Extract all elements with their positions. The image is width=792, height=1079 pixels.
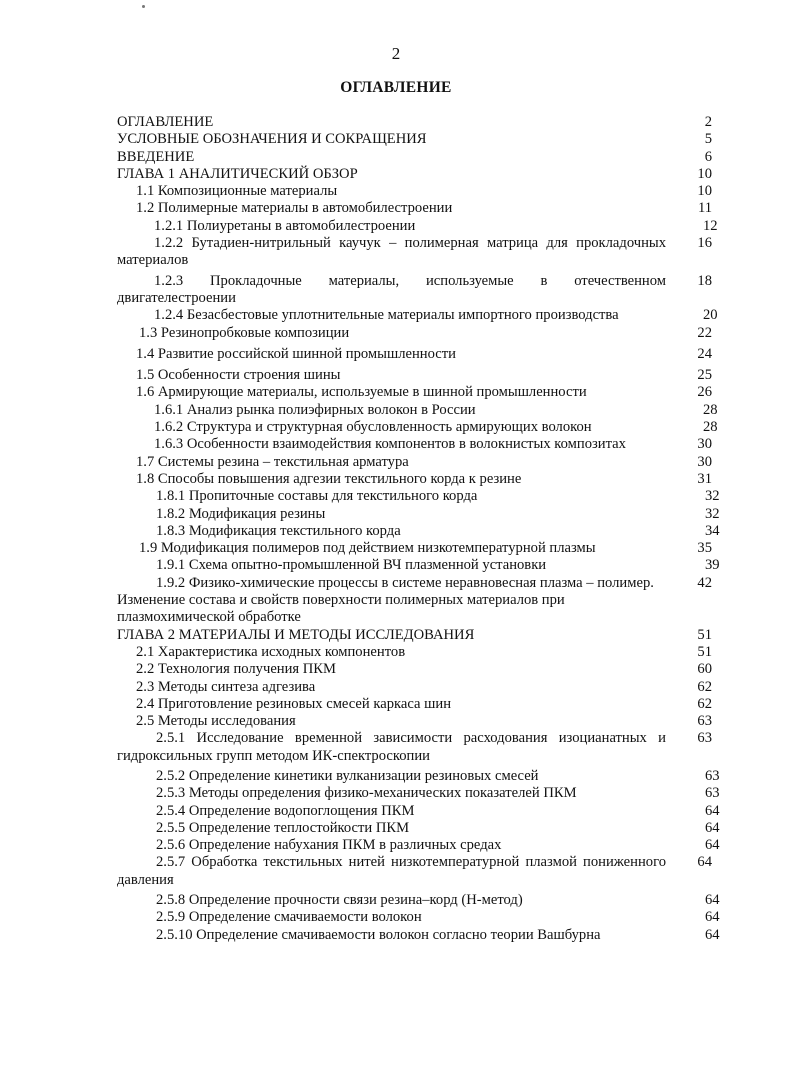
toc-entry-page: 20	[703, 307, 718, 324]
toc-entry[interactable]	[117, 401, 718, 419]
toc-entry-page: 30	[697, 436, 712, 453]
toc-entry-page: 64	[705, 802, 720, 819]
toc-entry-page: 30	[697, 453, 712, 470]
toc-entry[interactable]	[117, 557, 720, 574]
toc-entry[interactable]	[117, 730, 712, 765]
table-of-contents	[117, 114, 720, 944]
toc-entry[interactable]	[117, 767, 720, 785]
toc-entry-page: 28	[703, 401, 718, 418]
toc-entry-page: 62	[697, 695, 712, 712]
toc-entry-page: 63	[705, 785, 720, 802]
toc-entry-title: 1.6.3 Особенности взаимодействия компонентов в волокнистых композитах	[154, 436, 626, 453]
toc-entry[interactable]	[117, 200, 712, 217]
toc-entry-title: 2.5.7 Обработка текстильных нитей низкотемпературной плазмой пониженного давления	[117, 854, 666, 888]
toc-entry-title: 2.5.9 Определение смачиваемости волокон	[156, 909, 422, 926]
toc-entry-page: 16	[697, 235, 712, 252]
toc-entry[interactable]	[117, 679, 712, 696]
toc-entry-page: 31	[697, 470, 712, 487]
toc-entry-title: УСЛОВНЫЕ ОБОЗНАЧЕНИЯ И СОКРАЩЕНИЯ	[117, 131, 427, 148]
toc-entry-title: 1.9 Модификация полимеров под действием низкотемпературной плазмы	[139, 540, 596, 557]
toc-entry-title: 1.5 Особенности строения шины	[136, 367, 341, 384]
toc-entry-title: 2.5.2 Определение кинетики вулканизации резиновых смесей	[156, 767, 539, 784]
toc-entry[interactable]	[117, 575, 712, 627]
toc-entry-page: 28	[703, 419, 718, 436]
toc-entry-title: 2.5.4 Определение водопоглощения ПКМ	[156, 802, 415, 819]
toc-entry-page: 51	[697, 643, 712, 660]
toc-entry-title: 2.2 Технология получения ПКМ	[136, 661, 337, 678]
scan-speck	[142, 5, 145, 8]
toc-entry-title: 2.5.3 Методы определения физико-механических показателей ПКМ	[156, 785, 577, 802]
toc-entry-title: 2.5.8 Определение прочности связи резина–корд (Н-метод)	[156, 892, 523, 909]
toc-entry-page: 63	[697, 730, 712, 747]
toc-entry[interactable]	[117, 522, 720, 540]
toc-entry-page: 35	[697, 540, 712, 557]
toc-entry[interactable]	[117, 471, 712, 488]
toc-entry-title: 1.4 Развитие российской шинной промышленности	[136, 345, 456, 362]
toc-entry[interactable]	[117, 183, 712, 200]
toc-entry-title: ГЛАВА 2 МАТЕРИАЛЫ И МЕТОДЫ ИССЛЕДОВАНИЯ	[117, 626, 475, 643]
toc-entry-title: 2.5.1 Исследование временной зависимости расходования изоцианатных и гидроксильных групп методом ИК-спектроскопии	[117, 730, 666, 764]
toc-entry[interactable]	[117, 713, 712, 730]
toc-entry-title: 1.8.3 Модификация текстильного корда	[156, 522, 401, 539]
toc-entry-title: 2.5 Методы исследования	[136, 713, 296, 730]
toc-entry[interactable]	[117, 454, 712, 471]
toc-entry-page: 64	[705, 837, 720, 854]
toc-entry[interactable]	[117, 149, 712, 166]
toc-entry[interactable]	[117, 892, 720, 909]
toc-entry[interactable]	[117, 785, 720, 802]
toc-entry-title: 1.6.1 Анализ рынка полиэфирных волокон в России	[154, 401, 476, 418]
toc-entry-title: ГЛАВА 1 АНАЛИТИЧЕСКИЙ ОБЗОР	[117, 165, 358, 182]
toc-entry-page: 64	[705, 819, 720, 836]
toc-entry-page: 62	[697, 678, 712, 695]
toc-entry[interactable]	[117, 367, 712, 384]
toc-entry-title: 1.1 Композиционные материалы	[136, 183, 338, 200]
toc-entry[interactable]	[117, 114, 712, 131]
toc-entry-title: 1.6.2 Структура и структурная обусловленность армирующих волокон	[154, 419, 592, 436]
toc-entry-page: 25	[697, 367, 712, 384]
toc-entry-title: ОГЛАВЛЕНИЕ	[117, 114, 214, 130]
toc-entry-title: 1.2 Полимерные материалы в автомобилестроении	[136, 200, 453, 217]
toc-entry-page: 64	[705, 892, 720, 909]
toc-entry-title: 1.8.1 Пропиточные составы для текстильного корда	[156, 488, 478, 505]
toc-entry-page: 10	[697, 165, 712, 182]
toc-entry[interactable]	[117, 627, 712, 644]
toc-entry-title: 1.2.1 Полиуретаны в автомобилестроении	[154, 217, 416, 234]
toc-entry-page: 42	[697, 574, 712, 591]
toc-entry-page: 5	[704, 131, 712, 148]
toc-entry-page: 18	[697, 272, 712, 289]
toc-entry-page: 32	[705, 488, 720, 505]
toc-entry[interactable]	[117, 217, 718, 235]
toc-entry[interactable]	[117, 131, 712, 148]
toc-entry-title: 1.8.2 Модификация резины	[156, 505, 326, 522]
toc-entry-title: 2.5.10 Определение смачиваемости волокон согласно теории Вашбурна	[156, 926, 601, 943]
toc-entry[interactable]	[117, 436, 712, 453]
toc-entry[interactable]	[117, 644, 712, 661]
toc-entry-page: 24	[697, 345, 712, 362]
toc-entry-page: 34	[705, 522, 720, 539]
toc-entry[interactable]	[117, 926, 720, 944]
toc-entry[interactable]	[117, 273, 712, 308]
toc-entry-title: 1.6 Армирующие материалы, используемые в шинной промышленности	[136, 384, 587, 401]
toc-entry[interactable]	[117, 166, 712, 183]
toc-entry-title: 2.5.6 Определение набухания ПКМ в различных средах	[156, 837, 502, 854]
toc-entry-page: 64	[705, 909, 720, 926]
toc-entry-page: 32	[705, 505, 720, 522]
toc-entry[interactable]	[117, 419, 718, 436]
toc-entry-title: 2.5.5 Определение теплостойкости ПКМ	[156, 819, 410, 836]
toc-entry[interactable]	[117, 661, 712, 678]
toc-entry[interactable]	[117, 540, 712, 557]
toc-entry-page: 39	[705, 557, 720, 574]
toc-entry[interactable]	[117, 325, 712, 342]
toc-entry[interactable]	[117, 819, 720, 837]
toc-entry-page: 63	[705, 767, 720, 784]
toc-entry[interactable]	[117, 909, 720, 926]
toc-entry-page: 11	[697, 200, 712, 217]
toc-entry[interactable]	[117, 384, 712, 401]
toc-entry-title: 1.9.2 Физико-химические процессы в системе неравновесная плазма – полимер. Изменение состава и свойств поверхности полимерных материалов при плазмохимической обработке	[117, 574, 654, 626]
page-title: ОГЛАВЛЕНИЕ	[340, 79, 452, 96]
toc-entry-title: 1.3 Резинопробковые композиции	[139, 324, 350, 341]
toc-entry-title: 1.2.2 Бутадиен-нитрильный каучук – полимерная матрица для прокладочных материалов	[117, 235, 666, 269]
toc-entry-title: 2.3 Методы синтеза адгезива	[136, 678, 316, 695]
toc-entry[interactable]	[117, 346, 712, 363]
toc-entry-page: 51	[697, 626, 712, 643]
toc-entry-title: 1.7 Системы резина – текстильная арматура	[136, 453, 409, 470]
toc-entry[interactable]	[117, 235, 712, 270]
toc-entry[interactable]	[117, 505, 720, 523]
toc-entry-page: 26	[697, 384, 712, 401]
page-number: 2	[391, 44, 401, 63]
toc-entry-title: 1.2.4 Безасбестовые уплотнительные материалы импортного производства	[154, 307, 619, 324]
toc-entry-page: 2	[704, 114, 712, 130]
toc-entry[interactable]	[117, 696, 712, 713]
toc-entry[interactable]	[117, 488, 720, 505]
toc-entry-page: 64	[705, 926, 720, 943]
toc-entry[interactable]	[117, 854, 712, 889]
toc-entry-title: 2.4 Приготовление резиновых смесей каркаса шин	[136, 695, 451, 712]
toc-entry-page: 63	[697, 713, 712, 730]
toc-entry-title: 1.2.3 Прокладочные материалы, используемые в отечественном двигателестроении	[117, 272, 666, 306]
toc-entry-page: 22	[697, 324, 712, 341]
toc-entry-page: 12	[703, 217, 718, 234]
toc-entry[interactable]	[117, 802, 720, 820]
toc-entry-title: 2.1 Характеристика исходных компонентов	[136, 643, 406, 660]
toc-entry-page: 60	[697, 661, 712, 678]
toc-entry[interactable]	[117, 307, 718, 324]
toc-entry-page: 10	[697, 183, 712, 200]
toc-entry-title: 1.9.1 Схема опытно-промышленной ВЧ плазменной установки	[156, 557, 547, 574]
toc-entry-page: 6	[704, 148, 712, 165]
toc-entry-title: ВВЕДЕНИЕ	[117, 148, 195, 165]
toc-entry[interactable]	[117, 837, 720, 854]
toc-entry-title: 1.8 Способы повышения адгезии текстильного корда к резине	[136, 470, 522, 487]
toc-entry-page: 64	[697, 854, 712, 871]
